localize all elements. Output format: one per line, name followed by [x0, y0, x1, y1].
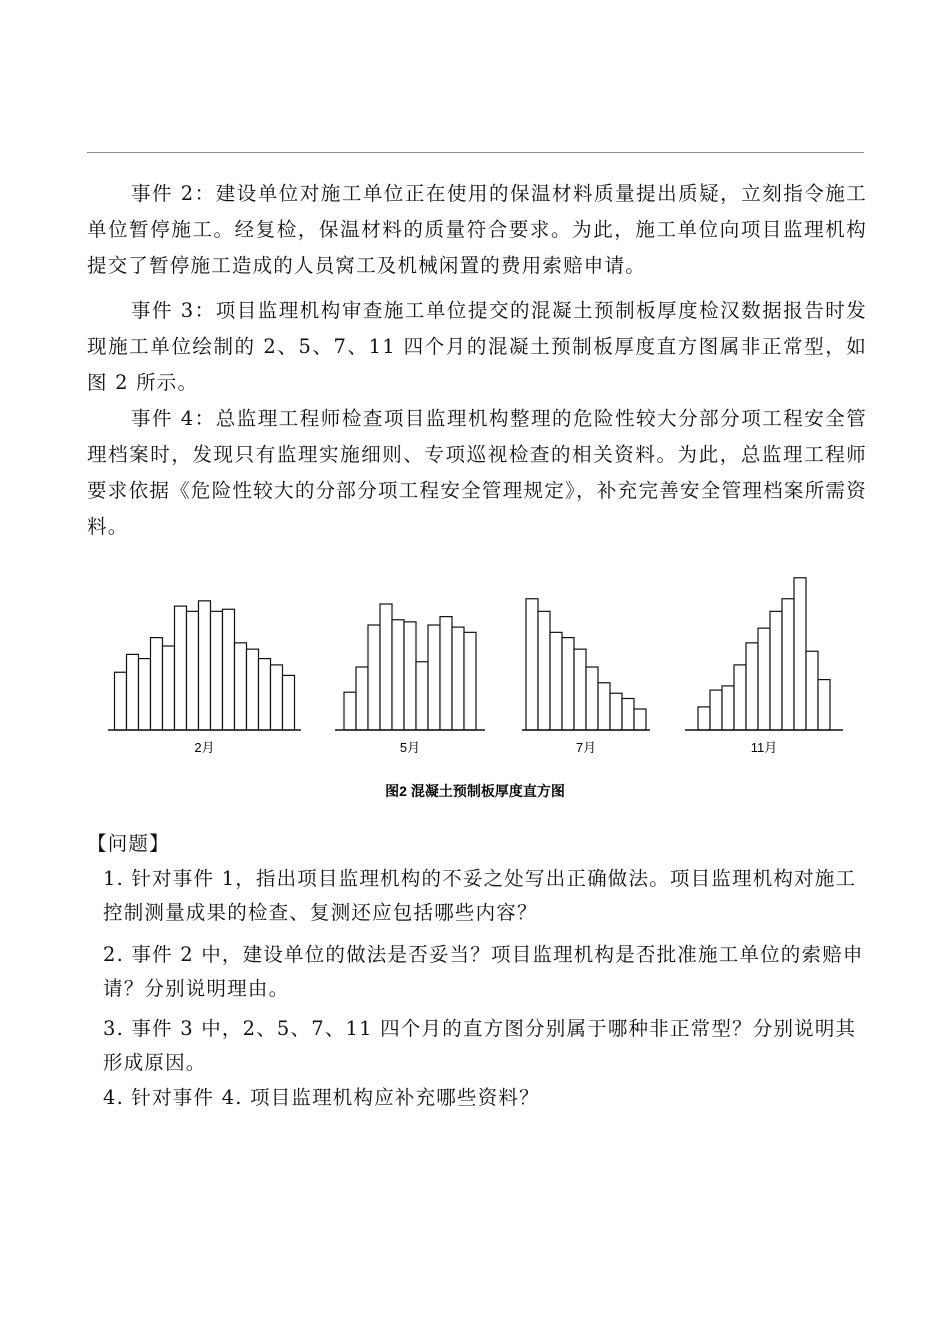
histogram-bar	[163, 646, 175, 730]
histogram-bar	[416, 662, 428, 730]
histogram-bar	[770, 611, 782, 730]
question-4: 4. 针对事件 4. 项目监理机构应补充哪些资料？	[103, 1086, 540, 1109]
histogram-bar	[199, 601, 211, 730]
histogram-bar	[758, 628, 770, 730]
histogram-bar	[610, 693, 622, 730]
histogram-bar	[259, 659, 271, 730]
histogram-bar	[211, 611, 223, 730]
histogram-bar	[356, 667, 368, 730]
histogram-bar	[634, 709, 646, 730]
histogram-bar	[235, 643, 247, 730]
histogram-bar	[115, 672, 127, 730]
month-label: 5月	[399, 740, 421, 755]
histogram-bar	[562, 638, 574, 730]
histogram-bar	[139, 659, 151, 730]
histogram-bar	[127, 654, 139, 730]
histogram-bar	[283, 675, 295, 730]
month-label: 11月	[750, 740, 778, 755]
histogram-2	[522, 599, 650, 755]
histogram-bar	[806, 651, 818, 730]
histogram-bar	[247, 649, 259, 730]
histogram-bar	[151, 638, 163, 730]
histogram-bar	[344, 692, 356, 730]
histogram-bar	[187, 611, 199, 730]
histogram-bar	[722, 686, 734, 730]
figure-caption: 图2 混凝土预制板厚度直方图	[385, 783, 565, 799]
questions-heading: 【问题】	[87, 832, 170, 855]
paragraph-event-2: 事件 2：建设单位对施工单位正在使用的保温材料质量提出质疑，立刻指令施工单位暂停施工。经复检，保温材料的质量符合要求。为此，施工单位向项目监理机构提交了暂停施工造成的人员窝工及机械闲置的费用索赔申请。	[87, 182, 867, 277]
histogram-0	[108, 601, 301, 755]
histogram-bar	[440, 617, 452, 730]
month-label: 2月	[194, 740, 215, 755]
histogram-bar	[818, 680, 830, 730]
histogram-bar	[538, 611, 550, 730]
question-2: 2. 事件 2 中，建设单位的做法是否妥当？项目监理机构是否批准施工单位的索赔申请？分别说明理由。	[103, 943, 864, 1000]
paragraph-event-4: 事件 4：总监理工程师检查项目监理机构整理的危险性较大分部分项工程安全管理档案时，发现只有监理实施细则、专项巡视检查的相关资料。为此，总监理工程师要求依据《危险性较大的分部分项工程安全管理规定》，补充完善安全管理档案所需资料。	[87, 407, 867, 538]
histogram-chart	[100, 560, 860, 810]
histogram-bar	[698, 707, 710, 730]
paragraph-event-3: 事件 3：项目监理机构审查施工单位提交的混凝土预制板厚度检汉数据报告时发现施工单位绘制的 2、5、7、11 四个月的混凝土预制板厚度直方图属非正常型，如图 2 所示。	[87, 299, 867, 394]
histogram-bar	[271, 665, 283, 730]
histogram-bar	[782, 599, 794, 730]
histogram-bar	[452, 627, 464, 730]
month-label: 7月	[575, 740, 597, 755]
histogram-bar	[223, 609, 235, 730]
histogram-figure	[100, 560, 860, 810]
histogram-bar	[794, 578, 806, 730]
histogram-bar	[464, 632, 476, 730]
histogram-bar	[175, 606, 187, 730]
histogram-bar	[380, 604, 392, 730]
histogram-3	[685, 578, 843, 755]
histogram-1	[335, 604, 485, 755]
question-1: 1. 针对事件 1，指出项目监理机构的不妥之处写出正确做法。项目监理机构对施工控制测量成果的检查、复测还应包括哪些内容？	[103, 867, 857, 924]
histogram-bar	[526, 599, 538, 730]
histogram-bar	[574, 649, 586, 730]
histogram-bar	[404, 622, 416, 730]
histogram-bar	[586, 667, 598, 730]
histogram-bar	[550, 632, 562, 730]
histogram-bar	[392, 620, 404, 730]
histogram-bar	[622, 699, 634, 731]
histogram-bar	[734, 665, 746, 730]
histogram-bar	[746, 643, 758, 730]
histogram-bar	[368, 625, 380, 730]
question-3: 3. 事件 3 中，2、5、7、11 四个月的直方图分别属于哪种非正常型？分别说明其形成原因。	[103, 1017, 857, 1074]
histogram-bar	[710, 690, 722, 730]
histogram-bar	[428, 625, 440, 730]
histogram-bar	[598, 683, 610, 730]
header-rule	[87, 152, 864, 153]
